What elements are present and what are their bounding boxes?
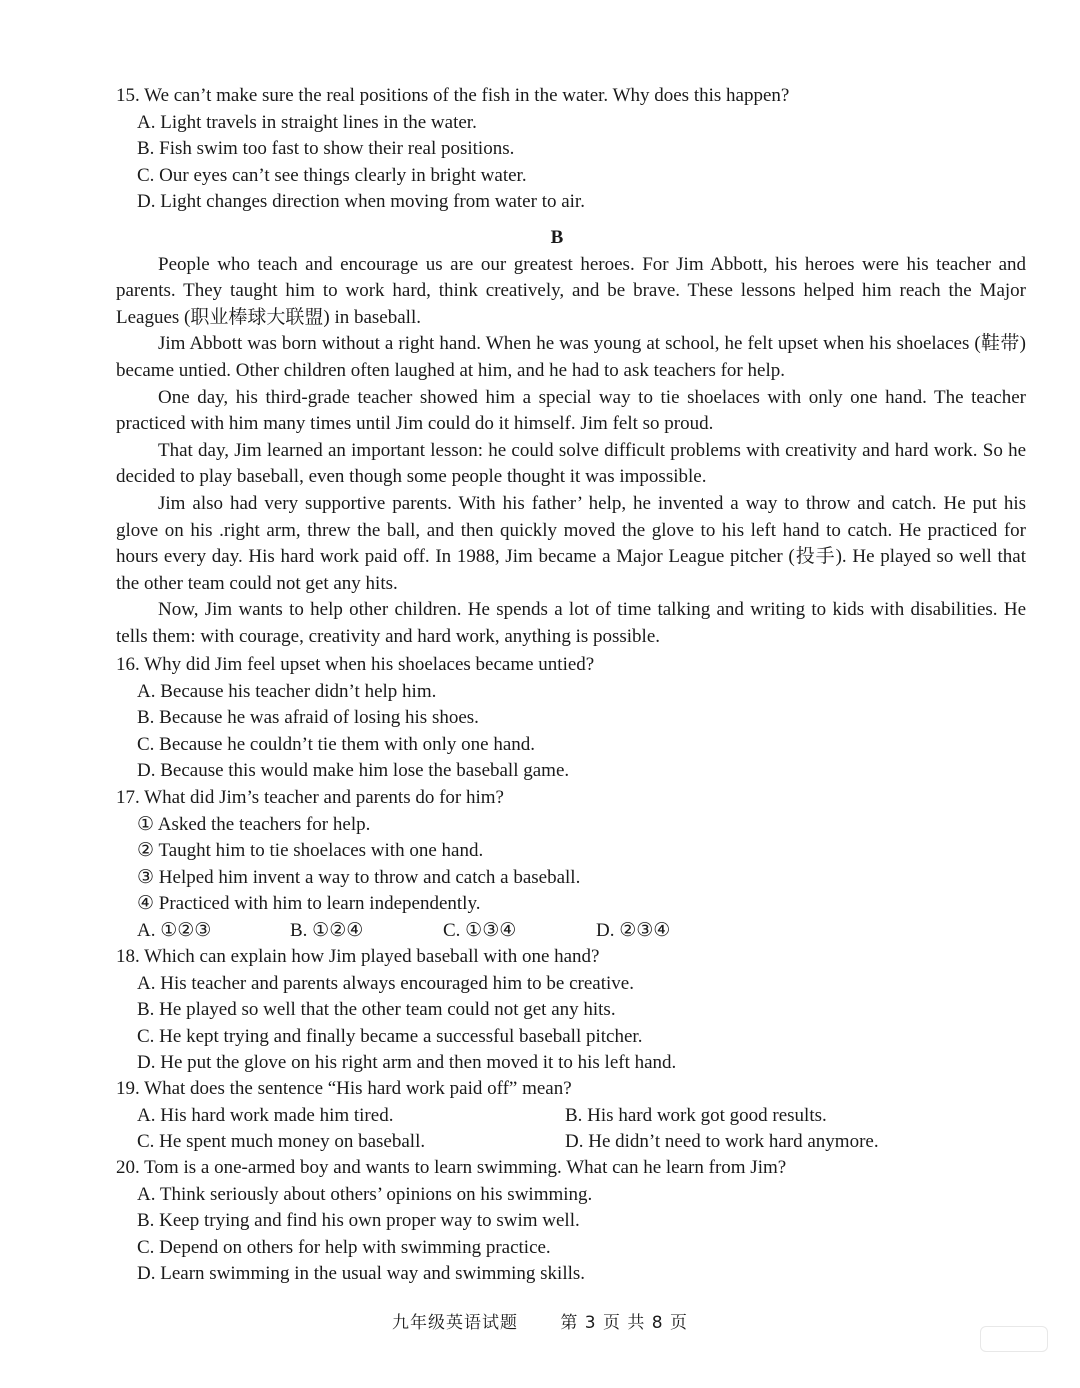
question-16-option-a: A. Because his teacher didn’t help him. — [137, 680, 437, 702]
question-19 — [116, 1076, 1026, 1156]
question-16-stem: 16. Why did Jim feel upset when his shoelaces became untied? — [116, 654, 595, 675]
question-17-option-d: D. ②③④ — [596, 919, 671, 941]
question-17-option-c: C. ①③④ — [443, 919, 517, 941]
question-20-stem: 20. Tom is a one-armed boy and wants to learn swimming. What can he learn from Jim? — [116, 1157, 787, 1178]
question-16 — [116, 652, 1026, 785]
question-19-option-b: B. His hard work got good results. — [565, 1104, 827, 1126]
passage-paragraph-1: People who teach and encourage us are our greatest heroes. For Jim Abbott, his heroes were his teacher and parents. They taught him to work hard, think creatively, and be brave. These lessons helped him reach the Major Leagues (职业棒球大联盟) in baseball. — [116, 253, 1026, 328]
question-15-option-d: D. Light changes direction when moving from water to air. — [137, 191, 585, 213]
question-19-stem: 19. What does the sentence “His hard work paid off” mean? — [116, 1078, 572, 1099]
footer-subject: 九年级英语试题 — [391, 1313, 518, 1333]
passage-b — [116, 225, 1026, 651]
question-18-option-d: D. He put the glove on his right arm and then moved it to his left hand. — [137, 1052, 677, 1074]
question-17-item-2: ② Taught him to tie shoelaces with one hand. — [137, 840, 484, 862]
question-19-option-d: D. He didn’t need to work hard anymore. — [565, 1131, 879, 1153]
question-19-option-c: C. He spent much money on baseball. — [137, 1131, 426, 1153]
question-17-item-1: ① Asked the teachers for help. — [137, 813, 371, 835]
page-footer — [0, 1308, 1080, 1333]
question-20-option-a: A. Think seriously about others’ opinions on his swimming. — [137, 1183, 593, 1205]
question-18-stem: 18. Which can explain how Jim played baseball with one hand? — [116, 946, 600, 967]
passage-paragraph-6: Now, Jim wants to help other children. He spends a lot of time talking and writing to kids with disabilities. He tells them: with courage, creativity and hard work, anything is possible. — [116, 599, 1026, 647]
question-15-option-b: B. Fish swim too fast to show their real positions. — [137, 138, 515, 160]
question-16-option-b: B. Because he was afraid of losing his shoes. — [137, 707, 479, 729]
question-19-option-a: A. His hard work made him tired. — [137, 1104, 394, 1126]
question-15-stem: 15. We can’t make sure the real positions of the fish in the water. Why does this happen? — [116, 85, 790, 106]
question-17-option-a: A. ①②③ — [137, 919, 212, 941]
question-18-option-c: C. He kept trying and finally became a successful baseball pitcher. — [137, 1025, 643, 1047]
question-15 — [116, 83, 1026, 216]
question-16-option-d: D. Because this would make him lose the baseball game. — [137, 760, 570, 782]
question-17-stem: 17. What did Jim’s teacher and parents do for him? — [116, 787, 504, 808]
question-15-option-c: C. Our eyes can’t see things clearly in bright water. — [137, 164, 527, 186]
question-19-options-row-2 — [116, 1129, 1026, 1156]
question-17-option-b: B. ①②④ — [290, 919, 364, 941]
watermark-logo-icon — [980, 1326, 1048, 1352]
passage-paragraph-4: That day, Jim learned an important lesson: he could solve difficult problems with creativity and hard work. So he decided to play baseball, even though some people thought it was impossible. — [116, 439, 1026, 488]
question-20-option-d: D. Learn swimming in the usual way and swimming skills. — [137, 1263, 586, 1285]
question-18 — [116, 944, 1026, 1077]
section-heading: B — [550, 227, 564, 248]
passage-paragraph-3: One day, his third-grade teacher showed him a special way to tie shoelaces with only one hand. The teacher practiced with him many times until Jim could do it himself. Jim felt so proud. — [116, 386, 1026, 435]
question-18-option-a: A. His teacher and parents always encouraged him to be creative. — [137, 972, 634, 994]
passage-paragraph-5: Jim also had very supportive parents. With his father’ help, he invented a way to throw and catch. He put his glove on his .right arm, threw the ball, and then quickly moved the glove to his left hand to catch. He practiced for hours every day. His hard work paid off. In 1988, Jim became a Major League pitcher (投手). He played so well that the other team could not get any hits. — [116, 492, 1026, 594]
question-17-item-4: ④ Practiced with him to learn independently. — [137, 893, 481, 915]
question-17-options — [116, 918, 1026, 945]
question-17 — [116, 785, 1026, 945]
question-18-option-b: B. He played so well that the other team could not get any hits. — [137, 999, 616, 1021]
question-17-item-3: ③ Helped him invent a way to throw and catch a baseball. — [137, 866, 581, 888]
question-19-options-row-1 — [116, 1103, 1026, 1130]
question-15-option-a: A. Light travels in straight lines in the water. — [137, 111, 477, 133]
question-20-option-c: C. Depend on others for help with swimming practice. — [137, 1236, 551, 1258]
question-20-option-b: B. Keep trying and find his own proper way to swim well. — [137, 1210, 580, 1232]
footer-page-number: 第 3 页 共 8 页 — [560, 1313, 689, 1333]
question-16-option-c: C. Because he couldn’t tie them with only one hand. — [137, 733, 536, 755]
question-20 — [116, 1155, 1026, 1288]
passage-paragraph-2: Jim Abbott was born without a right hand. When he was young at school, he felt upset when his shoelaces (鞋带) became untied. Other children often laughed at him, and he had to ask teachers for help. — [116, 333, 1026, 381]
